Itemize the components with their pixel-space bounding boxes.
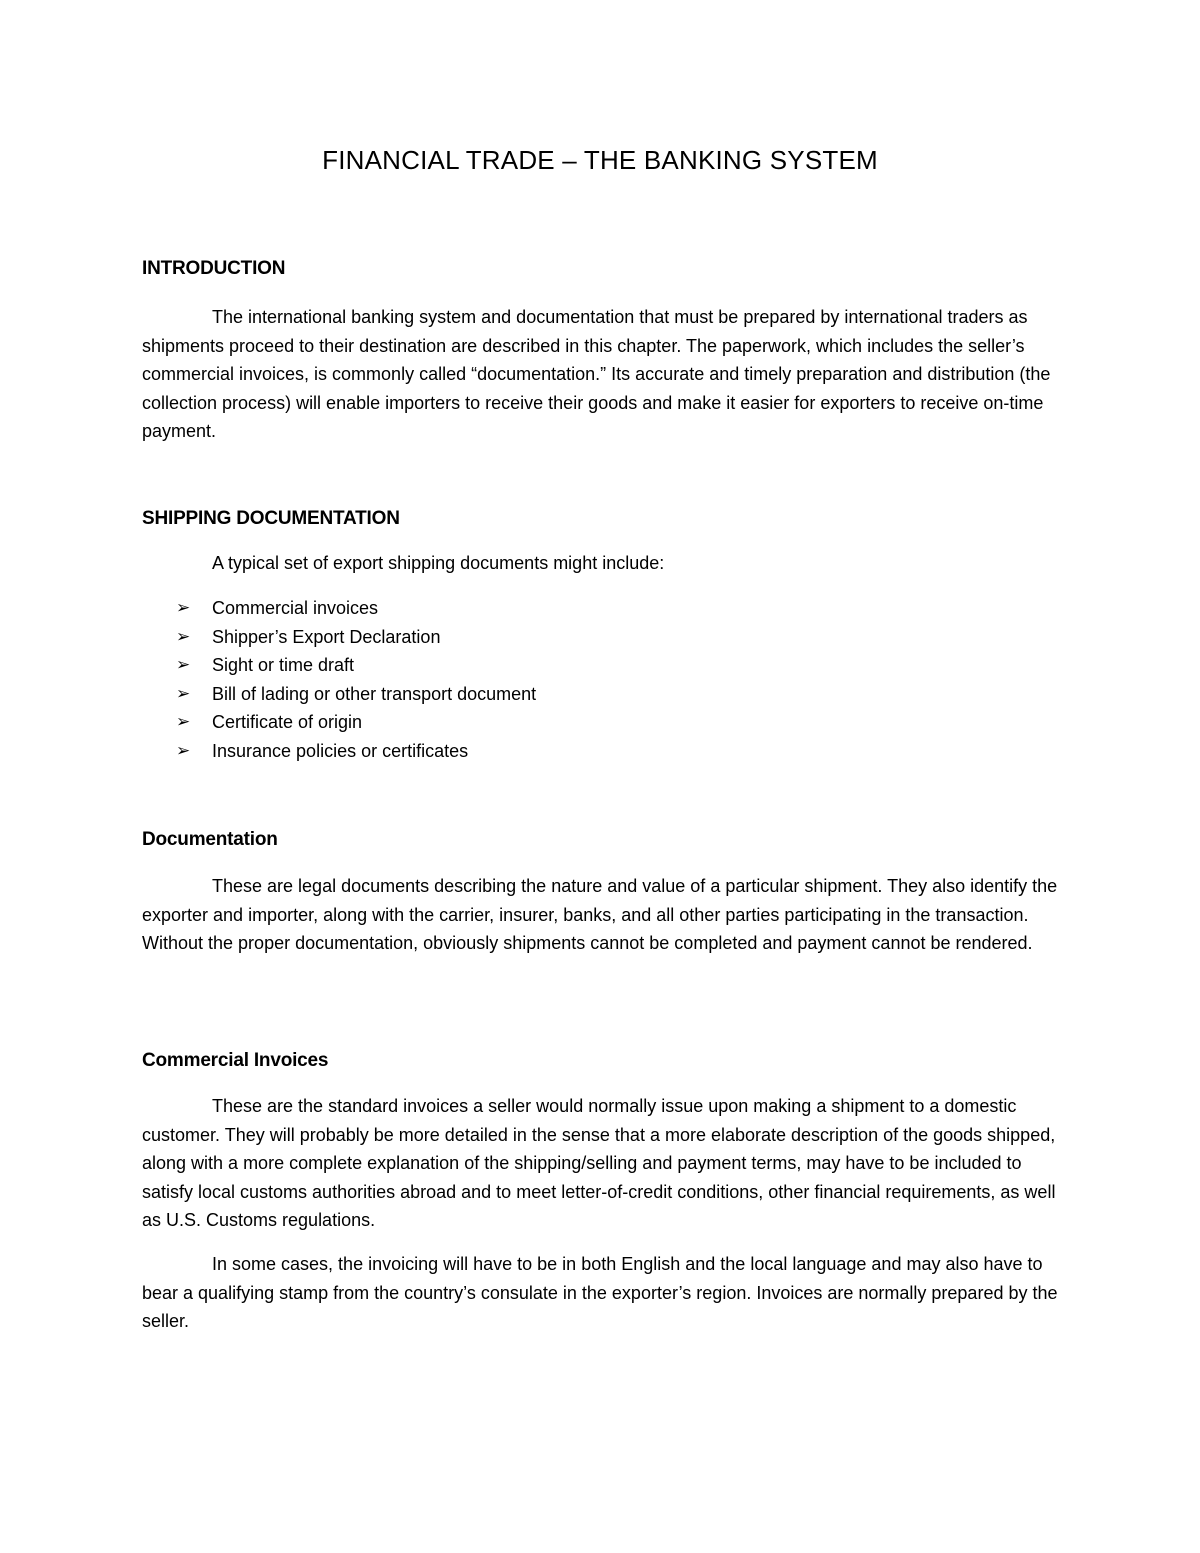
list-item <box>142 737 536 766</box>
arrow-bullet-icon: ➢ <box>176 626 191 646</box>
shipping-documents-list <box>142 594 536 766</box>
documentation-heading: Documentation <box>142 829 278 850</box>
list-item <box>142 708 536 737</box>
introduction-paragraph: The international banking system and documentation that must be prepared by international traders as shipments proceed to their destination are described in this chapter. The paperwork, which includes the seller’s commercial invoices, is commonly called “documentation.” Its accurate and timely preparation and distribution (the collection process) will enable importers to receive their goods and make it easier for exporters to receive on-time payment. <box>142 307 1051 441</box>
commercial-invoices-paragraph-1: These are the standard invoices a seller would normally issue upon making a shipment to a domestic customer. They will probably be more detailed in the sense that a more elaborate description of the goods shipped, along with a more complete explanation of the shipping/selling and payment terms, may have to be included to satisfy local customs authorities abroad and to meet letter-of-credit conditions, other financial requirements, as well as U.S. Customs regulations. <box>142 1096 1056 1230</box>
list-item <box>142 623 536 652</box>
list-item <box>142 651 536 680</box>
list-item-label: Shipper’s Export Declaration <box>212 626 441 647</box>
list-item-label: Insurance policies or certificates <box>212 740 469 761</box>
shipping-documents-intro: A typical set of export shipping documents might include: <box>212 553 665 573</box>
arrow-bullet-icon: ➢ <box>176 740 191 760</box>
shipping-documentation-heading: SHIPPING DOCUMENTATION <box>142 508 400 529</box>
list-item-label: Sight or time draft <box>212 655 355 676</box>
arrow-bullet-icon: ➢ <box>176 712 191 732</box>
documentation-paragraph: These are legal documents describing the nature and value of a particular shipment. They also identify the exporter and importer, along with the carrier, insurer, banks, and all other parties participating in the transaction. Without the proper documentation, obviously shipments cannot be completed and payment cannot be rendered. <box>142 876 1058 953</box>
list-item <box>142 680 536 709</box>
list-item <box>142 594 536 623</box>
introduction-heading: INTRODUCTION <box>142 258 286 279</box>
commercial-invoices-paragraph-2: In some cases, the invoicing will have to be in both English and the local language and may also have to bear a qualifying stamp from the country’s consulate in the exporter’s region. Invoices are normally prepared by the seller. <box>142 1254 1058 1331</box>
document-title: FINANCIAL TRADE – THE BANKING SYSTEM <box>322 145 878 175</box>
list-item-label: Bill of lading or other transport document <box>212 683 537 704</box>
commercial-invoices-heading: Commercial Invoices <box>142 1050 329 1071</box>
arrow-bullet-icon: ➢ <box>176 598 191 617</box>
arrow-bullet-icon: ➢ <box>176 683 191 703</box>
list-item-label: Commercial invoices <box>212 598 379 618</box>
arrow-bullet-icon: ➢ <box>176 655 191 675</box>
list-item-label: Certificate of origin <box>212 712 363 733</box>
